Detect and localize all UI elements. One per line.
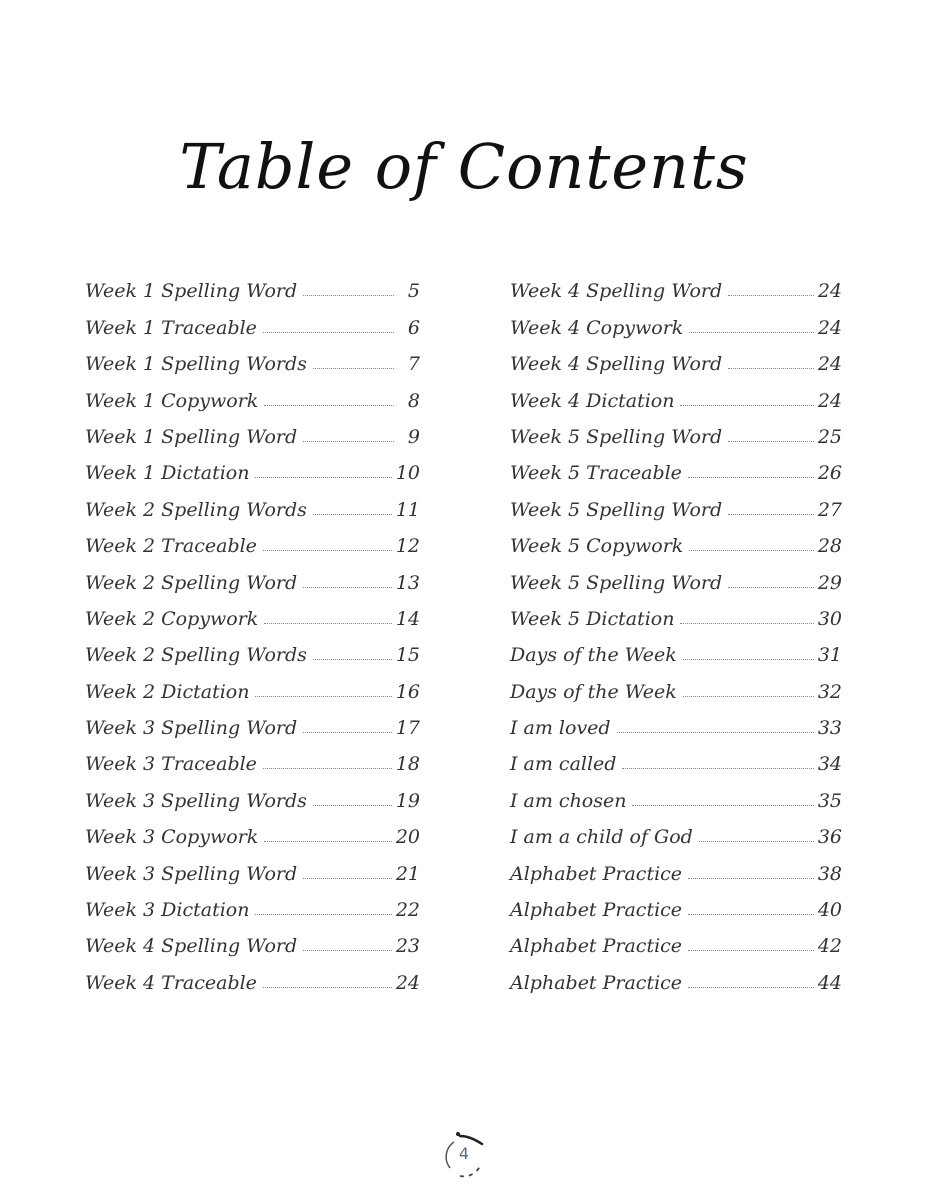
toc-entry-label: Week 5 Dictation <box>510 607 675 630</box>
dot-leader <box>313 368 394 369</box>
dot-leader <box>303 950 392 951</box>
toc-entry-page: 26 <box>817 462 842 485</box>
dot-leader <box>688 987 814 988</box>
dot-leader <box>263 550 392 551</box>
toc-entry-page: 22 <box>395 899 420 922</box>
toc-entry-page: 30 <box>817 607 842 630</box>
toc-entry[interactable] <box>85 557 420 593</box>
dot-leader <box>303 878 392 879</box>
dot-leader <box>264 405 394 406</box>
dot-leader <box>255 696 391 697</box>
toc-entry[interactable] <box>510 557 842 593</box>
dot-leader <box>683 659 814 660</box>
toc-entry[interactable] <box>510 339 842 375</box>
toc-entry[interactable] <box>85 666 420 702</box>
toc-entry-label: Week 2 Copywork <box>85 607 259 630</box>
toc-entry-page: 15 <box>395 644 420 667</box>
toc-entry[interactable] <box>510 775 842 811</box>
dot-leader <box>683 696 814 697</box>
dot-leader <box>680 405 813 406</box>
toc-entry-label: Week 1 Spelling Word <box>85 425 298 448</box>
toc-entry-page: 5 <box>407 280 420 303</box>
toc-entry-label: Week 4 Spelling Word <box>510 280 723 303</box>
toc-entry-label: Week 5 Spelling Word <box>510 425 723 448</box>
toc-entry[interactable] <box>85 594 420 630</box>
toc-entry-page: 10 <box>395 462 420 485</box>
toc-entry-page: 23 <box>395 935 420 958</box>
toc-left-column <box>85 266 420 994</box>
dot-leader <box>255 914 391 915</box>
toc-entry[interactable] <box>510 521 842 557</box>
toc-entry[interactable] <box>85 630 420 666</box>
toc-entry-page: 28 <box>817 535 842 558</box>
toc-entry-label: Week 4 Copywork <box>510 316 684 339</box>
toc-entry-page: 12 <box>395 535 420 558</box>
toc-entry[interactable] <box>85 302 420 338</box>
dot-leader <box>728 514 814 515</box>
toc-entry[interactable] <box>510 848 842 884</box>
dot-leader <box>632 805 813 806</box>
toc-entry-page: 14 <box>395 607 420 630</box>
toc-entry-label: Alphabet Practice <box>510 899 683 922</box>
toc-entry-label: I am chosen <box>510 789 627 812</box>
toc-entry-label: Week 3 Traceable <box>85 753 257 776</box>
toc-entry-page: 24 <box>817 280 842 303</box>
toc-entry-label: Week 2 Spelling Words <box>85 644 307 667</box>
toc-entry-label: Week 2 Spelling Word <box>85 571 298 594</box>
toc-entry-page: 29 <box>817 571 842 594</box>
toc-entry-page: 27 <box>817 498 842 521</box>
toc-entry-label: Week 5 Spelling Word <box>510 571 723 594</box>
toc-entry-label: I am a child of God <box>510 826 693 849</box>
toc-entry[interactable] <box>85 775 420 811</box>
toc-entry-label: Alphabet Practice <box>510 935 683 958</box>
toc-entry-label: Week 5 Spelling Word <box>510 498 723 521</box>
toc-entry[interactable] <box>510 266 842 302</box>
page-number: 4 <box>458 1144 470 1163</box>
toc-entry-page: 36 <box>817 826 842 849</box>
dot-leader <box>313 659 392 660</box>
toc-entry[interactable] <box>510 921 842 957</box>
toc-entry-page: 16 <box>395 680 420 703</box>
toc-entry[interactable] <box>510 448 842 484</box>
dot-leader <box>680 623 813 624</box>
dot-leader <box>303 587 392 588</box>
toc-entry-label: Week 1 Spelling Word <box>85 280 298 303</box>
toc-entry-page: 24 <box>817 353 842 376</box>
toc-entry-label: Alphabet Practice <box>510 862 683 885</box>
toc-entry-label: Week 4 Dictation <box>510 389 675 412</box>
toc-entry-page: 11 <box>395 498 420 521</box>
dot-leader <box>699 841 814 842</box>
toc-entry-page: 9 <box>407 425 420 448</box>
toc-entry-label: Week 1 Spelling Words <box>85 353 307 376</box>
toc-entry[interactable] <box>510 957 842 993</box>
dot-leader <box>264 623 391 624</box>
dot-leader <box>689 332 813 333</box>
toc-entry[interactable] <box>85 339 420 375</box>
toc-entry-page: 19 <box>395 789 420 812</box>
toc-entry-page: 8 <box>407 389 420 412</box>
dot-leader <box>263 987 392 988</box>
toc-entry-label: Week 3 Spelling Word <box>85 862 298 885</box>
toc-entry[interactable] <box>510 703 842 739</box>
dot-leader <box>688 477 814 478</box>
toc-entry-page: 35 <box>817 789 842 812</box>
toc-entry-page: 32 <box>817 680 842 703</box>
dot-leader <box>264 841 391 842</box>
toc-entry[interactable] <box>85 703 420 739</box>
toc-entry[interactable] <box>85 739 420 775</box>
toc-entry[interactable] <box>510 739 842 775</box>
dot-leader <box>728 587 814 588</box>
toc-entry-page: 44 <box>817 971 842 994</box>
toc-entry[interactable] <box>85 521 420 557</box>
toc-entry[interactable] <box>85 921 420 957</box>
toc-entry-page: 24 <box>817 316 842 339</box>
toc-entry-page: 34 <box>817 753 842 776</box>
page-number-badge <box>440 1128 488 1180</box>
toc-entry-label: Alphabet Practice <box>510 971 683 994</box>
toc-entry[interactable] <box>85 375 420 411</box>
toc-entry-page: 24 <box>395 971 420 994</box>
toc-entry[interactable] <box>510 885 842 921</box>
dot-leader <box>622 768 813 769</box>
dot-leader <box>728 368 814 369</box>
toc-entry-page: 7 <box>407 353 420 376</box>
toc-entry-page: 38 <box>817 862 842 885</box>
dot-leader <box>689 550 813 551</box>
toc-entry[interactable] <box>85 957 420 993</box>
toc-entry-label: Week 1 Dictation <box>85 462 250 485</box>
dot-leader <box>303 295 394 296</box>
dot-leader <box>263 768 392 769</box>
toc-entry[interactable] <box>85 484 420 520</box>
toc-entry-page: 42 <box>817 935 842 958</box>
toc-entry[interactable] <box>510 666 842 702</box>
toc-right-column <box>510 266 842 994</box>
toc-entry-label: Week 4 Spelling Word <box>510 353 723 376</box>
dot-leader <box>263 332 394 333</box>
toc-entry-label: Week 4 Spelling Word <box>85 935 298 958</box>
toc-entry[interactable] <box>510 412 842 448</box>
toc-entry-label: Week 1 Traceable <box>85 316 257 339</box>
toc-entry-page: 25 <box>817 425 842 448</box>
toc-entry-page: 31 <box>817 644 842 667</box>
page-title: Table of Contents <box>179 129 749 203</box>
toc-entry[interactable] <box>85 266 420 302</box>
dot-leader <box>313 514 392 515</box>
toc-entry-page: 13 <box>395 571 420 594</box>
dot-leader <box>728 295 814 296</box>
toc-entry[interactable] <box>510 594 842 630</box>
dot-leader <box>617 732 814 733</box>
toc-entry-page: 20 <box>395 826 420 849</box>
toc-entry[interactable] <box>510 302 842 338</box>
toc-entry-page: 24 <box>817 389 842 412</box>
dot-leader <box>728 441 814 442</box>
toc-entry[interactable] <box>510 375 842 411</box>
toc-entry-label: Days of the Week <box>510 680 677 703</box>
toc-entry-page: 17 <box>395 717 420 740</box>
toc-entry[interactable] <box>85 412 420 448</box>
toc-entry-page: 18 <box>395 753 420 776</box>
toc-entry-page: 40 <box>817 899 842 922</box>
toc-entry-label: Week 2 Spelling Words <box>85 498 307 521</box>
toc-entry-label: Week 3 Spelling Word <box>85 717 298 740</box>
toc-entry-label: Week 3 Dictation <box>85 899 250 922</box>
dot-leader <box>688 914 814 915</box>
toc-entry-label: Week 3 Spelling Words <box>85 789 307 812</box>
toc-entry-label: Week 1 Copywork <box>85 389 259 412</box>
toc-entry[interactable] <box>510 630 842 666</box>
toc-entry-page: 33 <box>817 717 842 740</box>
toc-entry-label: Week 5 Traceable <box>510 462 682 485</box>
toc-entry-page: 21 <box>395 862 420 885</box>
toc-entry-label: I am loved <box>510 717 611 740</box>
dot-leader <box>255 477 391 478</box>
toc-entry[interactable] <box>510 812 842 848</box>
dot-leader <box>688 950 814 951</box>
dot-leader <box>303 441 394 442</box>
toc-entry[interactable] <box>85 448 420 484</box>
toc-entry[interactable] <box>85 848 420 884</box>
toc-entry-page: 6 <box>407 316 420 339</box>
toc-entry[interactable] <box>85 812 420 848</box>
toc-entry-label: Days of the Week <box>510 644 677 667</box>
dot-leader <box>688 878 814 879</box>
toc-entry-label: Week 3 Copywork <box>85 826 259 849</box>
toc-entry-label: Week 4 Traceable <box>85 971 257 994</box>
toc-entry-label: Week 2 Dictation <box>85 680 250 703</box>
toc-entry[interactable] <box>85 885 420 921</box>
toc-entry-label: I am called <box>510 753 617 776</box>
toc-entry[interactable] <box>510 484 842 520</box>
toc-entry-label: Week 2 Traceable <box>85 535 257 558</box>
dot-leader <box>313 805 392 806</box>
dot-leader <box>303 732 392 733</box>
toc-entry-label: Week 5 Copywork <box>510 535 684 558</box>
